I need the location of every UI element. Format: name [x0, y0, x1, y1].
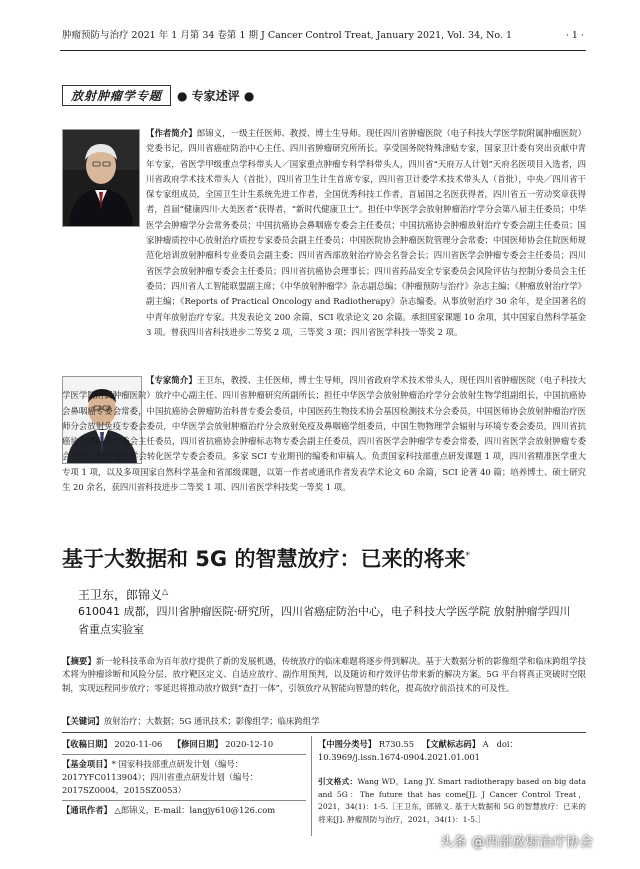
article-meta-right [318, 738, 586, 826]
corresponding-text: △郎锦义，E-mail：langjy610@126.com [114, 805, 276, 815]
expert1-label: 【作者简介】 [146, 128, 197, 138]
received-label: 【收稿日期】 [62, 739, 112, 749]
dates-row [62, 738, 306, 751]
title-footnote-mark: * [465, 551, 470, 561]
fund-label: 【基金项目】 [62, 759, 112, 769]
meta-divider [311, 736, 312, 836]
doi-value: 10.3969/j.issn.1674-0904.2021.01.001 [318, 752, 480, 762]
classification-row [318, 738, 586, 764]
revised-date: 2020-12-10 [225, 739, 274, 749]
article-title [62, 540, 582, 575]
fund-text: * 国家科技部重点研发计划（编号：2017YFC0113904）；四川省重点研发计划（编号：2017SZ0004，2015SZ0053） [62, 759, 258, 795]
keywords-text: 放射治疗；大数据；5G 通讯技术；影像组学；临床跨组学 [103, 716, 320, 726]
header-rule [60, 50, 586, 51]
expert2-bio [62, 373, 586, 495]
revised-label: 【修回日期】 [172, 739, 223, 749]
corresponding-mark: △ [162, 587, 169, 596]
meta-row-rule [62, 754, 306, 755]
author-line [78, 583, 168, 604]
keywords-label: 【关键词】 [62, 716, 104, 726]
abstract [62, 655, 586, 695]
corresponding-row [62, 804, 306, 817]
doc-code-label: 【文献标志码】 [421, 739, 481, 749]
watermark: 头条 @西部放射治疗协会 [440, 835, 594, 850]
expert1-photo [62, 129, 140, 227]
portrait-icon [63, 130, 139, 226]
column-tag [62, 82, 254, 108]
citation-label: 引文格式： [318, 777, 358, 786]
abstract-text: 新一轮科技革命为百年放疗提供了新的发展机遇，传统放疗的临床难题将逐步得到解决。基于大数据分析的影像组学和临床跨组学技术将为肿瘤诊断和风险分层、放疗靶区定义、自适应放疗、副作用预判，以及随访和疗效评估带来新的解决方案。5G 平台将真正突破时空限制，实现远程同步放疗；零延迟将推动放疗做到“查打一体”，引领放疗从智能向智慧的转化，提高放疗前沿技术的可及性。 [62, 656, 586, 693]
column-section: ● 专家述评 ● [177, 88, 255, 103]
expert2-label: 【专家简介】 [146, 375, 197, 385]
expert1-text: 郎锦义，一级主任医师、教授、博士生导师。现任四川省肿瘤医院（电子科技大学医学院附属肿瘤医院）党委书记，四川省癌症防治中心主任、四川省肿瘤研究所所长。享受国务院特殊津贴专家，国家卫计委有突出贡献中青年专家，省医学甲级重点学科带头人／国家重点肿瘤专科学科带头人，四川省“天府万人计划”天府名医项目入选者，四川省政府学术技术带头人（首批），四川省卫生计生首席专家，四川省卫计委学术技术带头人（首批），中央／四川省干保专家组成员，全国卫生计生系统先进工作者，全国优秀科技工作者，首届国之名医获得者，四川省五一劳动奖章获得者，首届“健康四川·大美医者”获得者，“新时代健康卫士”。担任中华医学会放射肿瘤治疗学分会第八届主任委员；中华医学会肿瘤学分会常务委员；中国抗癌协会鼻咽癌专委会主任委员；中国抗癌协会肿瘤放射治疗专委会副主任委员；国家肿瘤质控中心放射治疗质控专家委员会副主任委员；中国医院协会肿瘤医院管理分会常委；中国医师协会住院医师规范化培训放射肿瘤科专业委员会副主委；四川省西部放射治疗协会名誉会长；四川省医学会肿瘤专委会主任委员；四川省医学会放射肿瘤专委会主任委员；四川省抗癌协会理事长；四川省药品安全专家委员会风险评估与控制分委员会主任委员；四川省人工智能联盟副主席；《中华放射肿瘤学》杂志副总编；《肿瘤预防与治疗》杂志主编；《肿瘤放射治疗学》副主编；《Reports of Practical Oncology and Radiotherapy》杂志编委。从事放射治疗 30 余年，是全国著名的中青年放射治疗专家。共发表论文 200 余篇，SCI 收录论文 20 余篇。承担国家课题 10 余项，其中国家自然科学基金 3 项。曾获四川省科技进步二等奖 2 项，三等奖 3 项；四川省医学科技一等奖 2 项。 [146, 128, 586, 337]
clc-code: R730.55 [378, 739, 415, 749]
citation-format [318, 776, 586, 826]
doi-label: doi： [496, 739, 518, 749]
doc-code: A [482, 739, 489, 749]
expert1-bio [146, 126, 586, 340]
authors: 王卫东，郎锦义 [78, 588, 163, 602]
article-title-text: 基于大数据和 5G 的智慧放疗：已来的将来 [62, 547, 466, 571]
affiliation: 610041 成都，四川省肿瘤医院·研究所，四川省癌症防治中心，电子科技大学医学院 放射肿瘤学四川省重点实验室 [78, 605, 571, 636]
keywords [62, 715, 586, 728]
expert2-text: 王卫东，教授、主任医师，博士生导师，四川省政府学术技术带头人，现任四川省肿瘤医院（电子科技大学医学院附属肿瘤医院）放疗中心副主任、四川省肿瘤研究所副所长；担任中华医学会放射肿瘤治疗学分会放射生物学组副组长，中国抗癌协会鼻咽癌专委会常委，中国抗癌协会肿瘤防治科普专委会委员，中国医药生物技术协会基因检测技术分会委员，中国医师协会放射肿瘤治疗医师分会放射免疫专委会委员，中华医学会放射肿瘤治疗分会放射免疫及鼻咽癌学组委员，中国生物物理学会辐射与环境专委会委员，四川省抗癌协会鼻咽癌专委会主任委员，四川省抗癌协会肿瘤标志物专委会副主任委员，四川省医学会肿瘤学专委会常委，四川省医学会放射肿瘤专委会委员，四川省医学会转化医学专委会委员。多家 SCI 专业期刊的编委和审稿人。负责国家科技部重点研发课题 1 项，四川省精准医学重大专项 1 项，以及多项国家自然科学基金和省部级课题，以第一作者或通讯作者发表学术论文 60 余篇，SCI 论著 40 篇；培养博士、硕士研究生 20 余名，获四川省科技进步二等奖 1 项、四川省医学科技奖一等奖 1 项。 [62, 375, 586, 493]
corresponding-label: 【通讯作者】 [62, 805, 112, 815]
citation-text: Wang WD，Lang JY. Smart radiotherapy based on big data and 5G：The future that has come[J]. J Cancer Control Treat，2021，34(1)：1-5.［王卫东，郎锦义. 基于大数据和 5G 的智慧放疗：已来的将来[J]. 肿瘤预防与治疗，2021，34(1)：1-5.］ [318, 777, 586, 824]
abstract-label: 【摘要】 [62, 656, 96, 666]
article-meta-left [62, 738, 306, 820]
page-number: · 1 · [565, 30, 584, 41]
meta-rule [62, 732, 586, 733]
column-name: 放射肿瘤学专题 [62, 85, 171, 106]
clc-label: 【中图分类号】 [318, 739, 377, 749]
meta-row-rule [62, 800, 306, 801]
journal-issue-line: 肿瘤预防与治疗 2021 年 1 月第 34 卷第 1 期 J Cancer Control Treat, January 2021, Vol. 34, No. 1 [62, 30, 513, 41]
running-header [62, 28, 584, 44]
fund-row [62, 758, 306, 797]
received-date: 2020-11-06 [114, 739, 163, 749]
